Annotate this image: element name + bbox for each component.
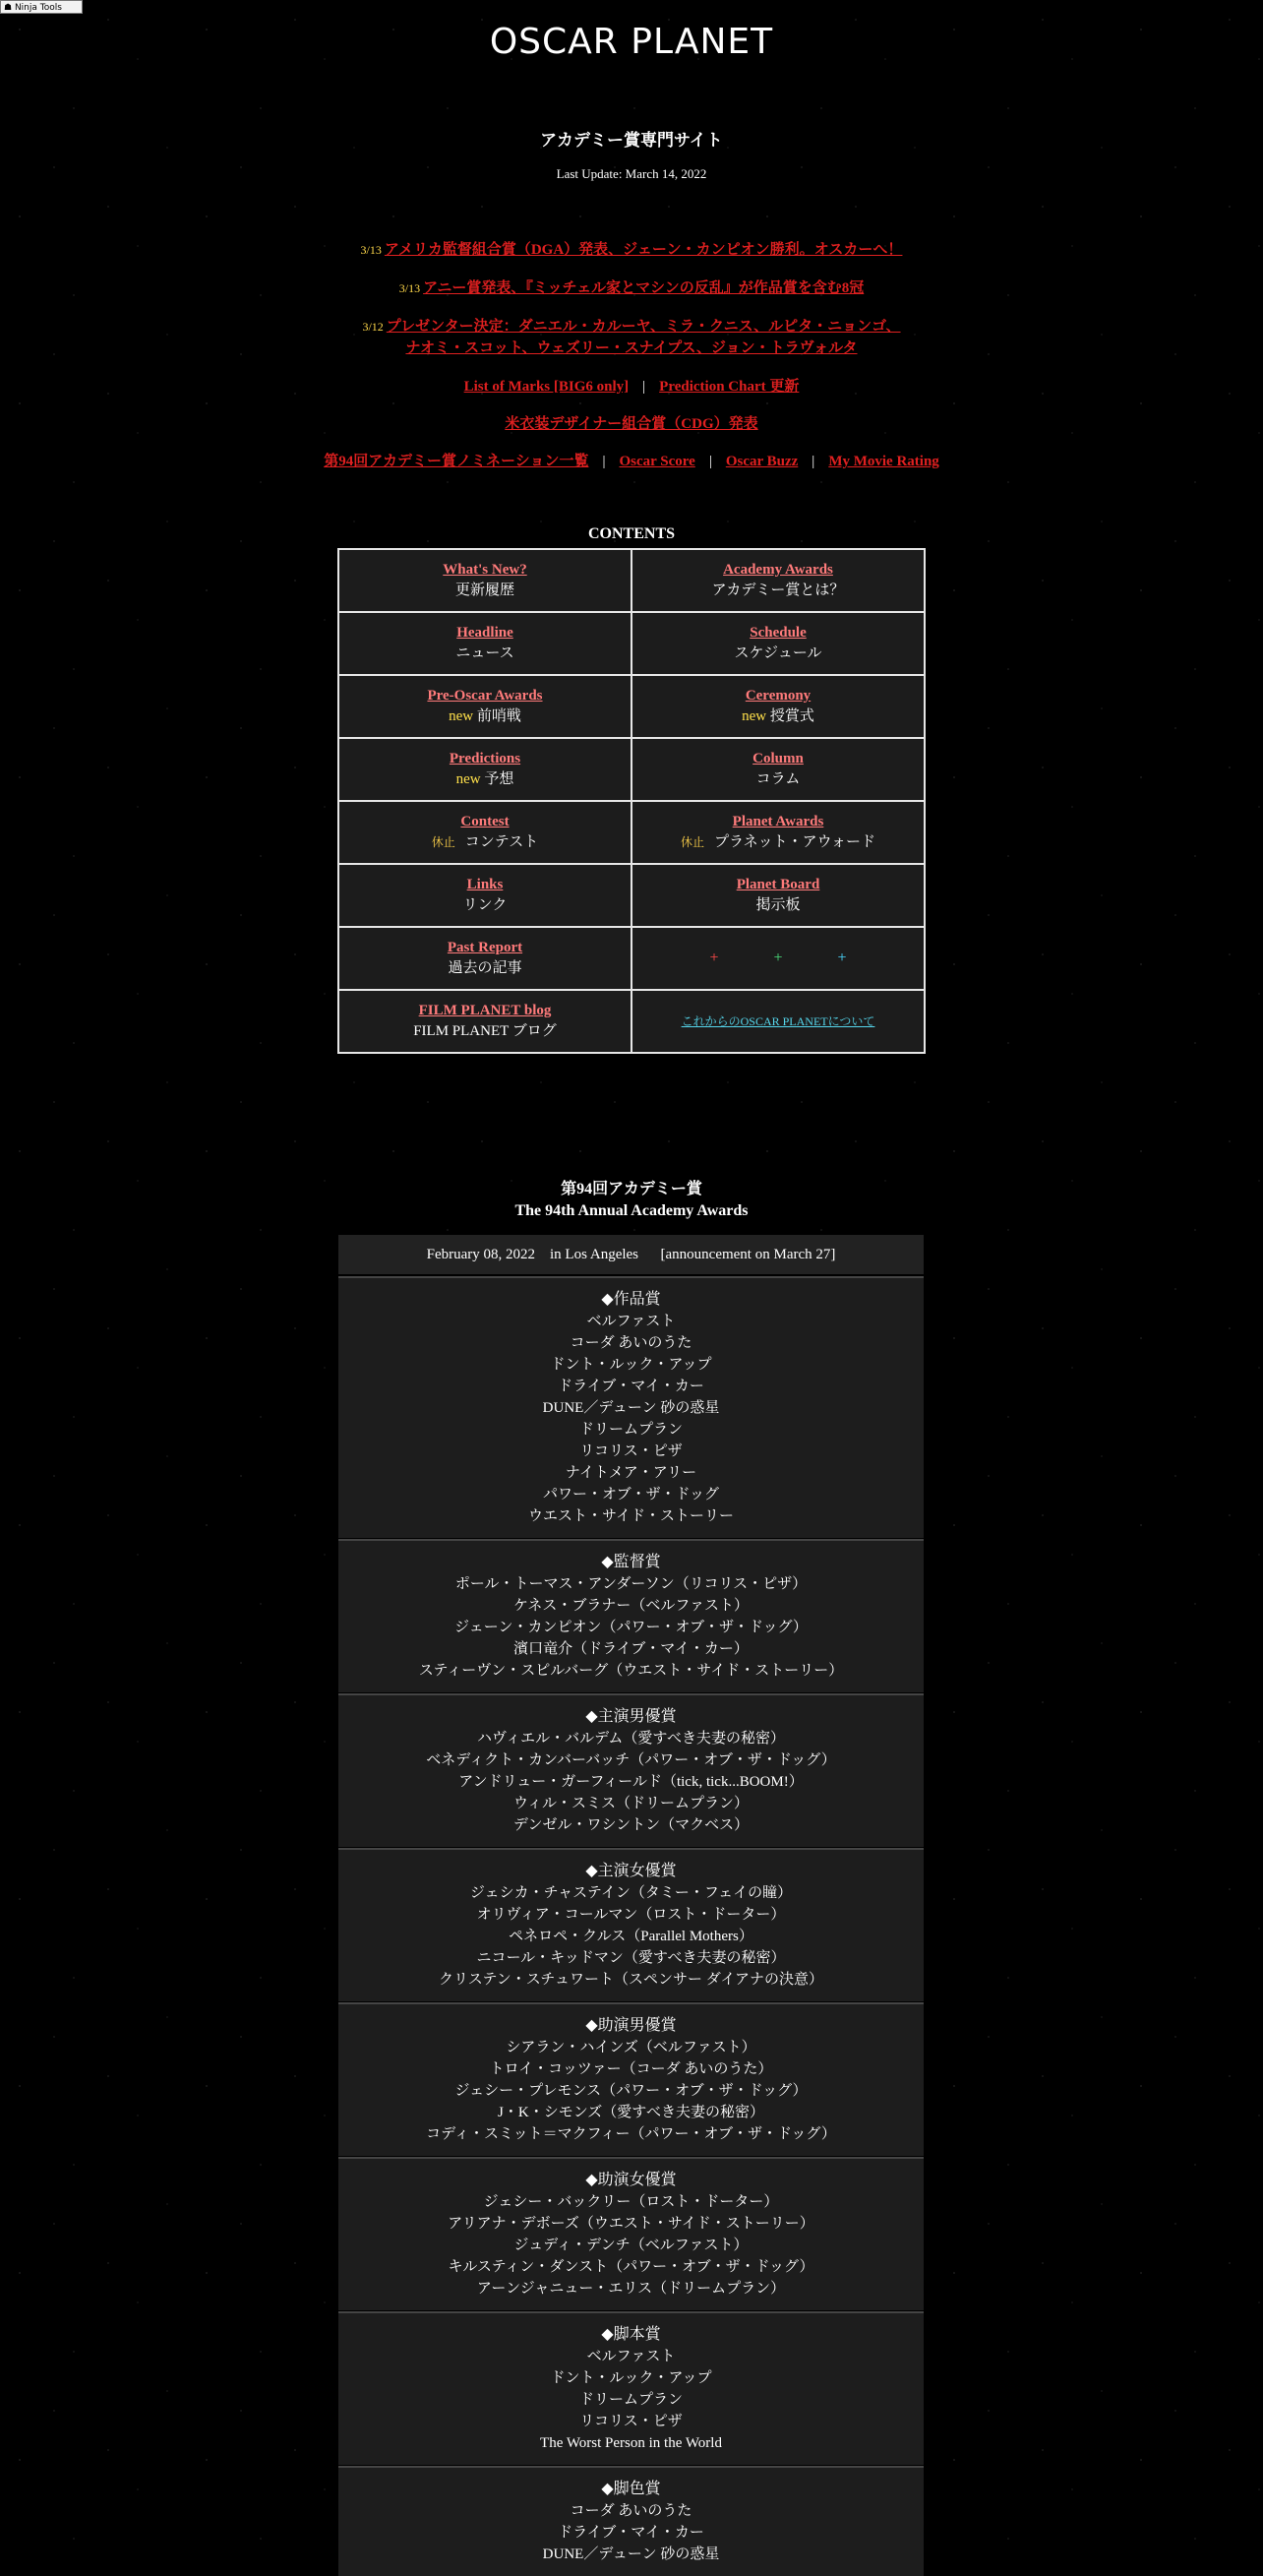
film-planet-link[interactable]: FILM PLANET blog [418,1003,552,1018]
category-block [338,2002,924,2156]
planet-awards-link[interactable]: Planet Awards [732,814,824,829]
contents-cell-planet-board [632,864,925,927]
nominee: ベネディクト・カンバーバッチ（パワー・オブ・ザ・ドッグ） [426,1752,836,1768]
nominee: ウエスト・サイド・ストーリー [528,1508,734,1524]
academy-awards-desc: アカデミー賞とは？ [711,583,845,598]
links-row-1 [0,376,1263,398]
category-block [338,2466,924,2576]
nominee: ドライブ・マイ・カー [558,1379,704,1394]
paused-badge: 休止 [431,835,455,849]
contest-desc: コンテスト [464,834,539,850]
whats-new-desc: 更新履歴 [454,583,514,598]
links-link[interactable]: Links [466,877,504,892]
news-link-continued[interactable]: ナオミ・スコット、ウェズリー・スナイプス、ジョン・トラヴォルタ [405,340,858,356]
contents-cell-pre-oscar [338,675,632,738]
cdg-link[interactable]: 米衣装デザイナー組合賞（CDG）発表 [505,416,758,432]
contest-link[interactable]: Contest [460,814,510,829]
contents-cell-crosses [632,927,925,990]
ninja-icon: ☗ [4,3,15,13]
nominee: ケネス・ブラナー（ベルファスト） [512,1598,750,1614]
category-title: ◆主演女優賞 [585,1863,677,1879]
about-oscar-planet-link[interactable]: これからのOSCAR PLANETについて [681,1013,875,1028]
separator: | [602,454,606,469]
nominee: ナイトメア・アリー [565,1465,697,1481]
column-desc: コラム [755,771,801,787]
contents-cell-headline [338,612,632,675]
news-date: 3/12 [362,320,384,334]
category-title: ◆監督賞 [601,1554,661,1570]
red-cross-icon: + [709,950,719,966]
nominee: ジェシカ・チャステイン（タミー・フェイの瞳） [469,1885,793,1901]
contents-cell-column [632,738,925,801]
nominee: リコリス・ピザ [579,1443,683,1459]
contents-cell-contest [338,801,632,864]
ceremony-desc: 授賞式 [769,708,814,724]
ceremony-link[interactable]: Ceremony [745,688,812,704]
ninja-tools-badge[interactable] [0,0,83,14]
nominee: クリステン・スチュワート（スペンサー ダイアナの決意） [439,1972,823,1988]
new-badge: new [455,771,481,787]
nominee: コディ・スミット＝マクフィー（パワー・オブ・ザ・ドッグ） [426,2126,836,2142]
nominee: ハヴィエル・バルデム（愛すべき夫妻の秘密） [476,1731,786,1747]
oscar-score-link[interactable]: Oscar Score [619,454,695,469]
planet-awards-desc: プラネット・アウォード [714,834,875,850]
contents-heading: CONTENTS [587,525,676,542]
nominee: ドント・ルック・アップ [550,1357,712,1373]
awards-place: in Los Angeles [550,1247,639,1262]
contents-cell-links [338,864,632,927]
nominee: ベルファスト [586,2349,676,2364]
contents-cell-whats-new [338,549,632,612]
planet-board-link[interactable]: Planet Board [736,877,820,892]
contents-table [337,548,926,1054]
category-block [338,2311,924,2465]
nominee: ジェーン・カンピオン（パワー・オブ・ザ・ドッグ） [454,1620,808,1635]
contents-cell-past-report [338,927,632,990]
nominee: ジェシー・プレモンス（パワー・オブ・ザ・ドッグ） [454,2083,808,2099]
nominee: アリアナ・デボーズ（ウエスト・サイド・ストーリー） [448,2216,814,2232]
prediction-chart-link[interactable]: Prediction Chart 更新 [659,379,800,395]
news-date: 3/13 [398,281,421,295]
contents-cell-film-planet [338,990,632,1053]
category-block [338,1693,924,1847]
nominee: パワー・オブ・ザ・ドッグ [543,1487,719,1503]
planet-board-desc: 掲示板 [755,897,801,913]
nominee: The Worst Person in the World [540,2435,722,2451]
nominee: ニコール・キッドマン（愛すべき夫妻の秘密） [476,1950,786,1966]
whats-new-link[interactable]: What's New? [443,562,527,578]
contents-cell-schedule [632,612,925,675]
contents-cell-ceremony [632,675,925,738]
news-item [0,239,1263,261]
news-link[interactable]: プレゼンター決定：ダニエル・カルーヤ、ミラ・クニス、ルピタ・ニョンゴ、 [386,319,901,335]
contents-cell-predictions [338,738,632,801]
contents-cell-planet-awards [632,801,925,864]
news-link[interactable]: アメリカ監督組合賞（DGA）発表、ジェーン・カンピオン勝利。オスカーへ！ [384,242,903,258]
nominee: DUNE／デューン 砂の惑星 [542,2546,720,2562]
contents-cell-about [632,990,925,1053]
news-link[interactable]: アニー賞発表、『ミッチェル家とマシンの反乱』が作品賞を含む8冠 [423,280,865,296]
schedule-link[interactable]: Schedule [750,625,807,641]
category-title: ◆作品賞 [601,1291,661,1308]
ninja-tools-label: Ninja Tools [14,3,62,13]
site-subtitle: アカデミー賞専門サイト [540,131,723,150]
separator: | [642,379,646,395]
category-block [338,1539,924,1692]
nominee: シアラン・ハインズ（ベルファスト） [506,2040,756,2055]
site-title: OSCAR PLANET [489,22,774,62]
predictions-link[interactable]: Predictions [449,751,521,767]
past-report-link[interactable]: Past Report [447,940,523,955]
column-link[interactable]: Column [752,751,804,767]
links-row-3 [0,451,1263,472]
nominee: J・K・シモンズ（愛すべき夫妻の秘密） [498,2105,764,2120]
awards-info-bar [338,1235,924,1274]
oscar-buzz-link[interactable]: Oscar Buzz [725,454,799,469]
nominee: ジュディ・デンチ（ベルファスト） [513,2238,749,2253]
nominee: アンドリュー・ガーフィールド（tick, tick...BOOM!） [458,1774,804,1790]
film-planet-desc: FILM PLANET ブログ [413,1023,557,1039]
nominee: アーンジャニュー・エリス（ドリームプラン） [476,2281,786,2297]
category-title: ◆脚本賞 [601,2326,661,2343]
awards-title-en: The 94th Annual Academy Awards [514,1202,749,1219]
last-update: Last Update: March 14, 2022 [556,166,707,181]
category-block [338,1848,924,2001]
nominee: ドライブ・マイ・カー [558,2525,704,2541]
nominee: ポール・トーマス・アンダーソン（リコリス・ピザ） [454,1576,808,1592]
my-movie-rating-link[interactable]: My Movie Rating [828,454,939,469]
category-title: ◆主演男優賞 [585,1708,677,1725]
nominee: ドリームプラン [578,1422,683,1438]
nominee: デンゼル・ワシントン（マクベス） [512,1817,750,1833]
nominee: DUNE／デューン 砂の惑星 [542,1400,720,1416]
paused-badge: 休止 [681,835,705,849]
nominations-link[interactable]: 第94回アカデミー賞ノミネーション一覧 [324,454,589,469]
news-item [0,277,1263,299]
headline-link[interactable]: Headline [456,625,513,641]
contents-cell-academy-awards [632,549,925,612]
awards-date: February 08, 2022 [426,1247,536,1262]
links-desc: リンク [462,897,508,913]
awards-heading [0,1179,1263,1222]
nominee: コーダ あいのうた [570,2503,692,2519]
awards-title-jp: 第94回アカデミー賞 [561,1181,702,1197]
nominee: ウィル・スミス（ドリームプラン） [512,1796,750,1811]
news-date: 3/13 [360,243,382,257]
category-block [338,2157,924,2310]
nominee: リコリス・ピザ [579,2414,683,2429]
list-of-marks-link[interactable]: List of Marks [BIG6 only] [463,379,630,395]
nominee: ドント・ルック・アップ [550,2370,712,2386]
awards-announcement: [announcement on March 27] [660,1247,836,1262]
nominee: コーダ あいのうた [570,1335,692,1351]
nominee: ドリームプラン [578,2392,683,2408]
category-title: ◆助演女優賞 [585,2172,677,2188]
nominee: キルスティン・ダンスト（パワー・オブ・ザ・ドッグ） [448,2259,814,2275]
new-badge: new [449,708,474,724]
past-report-desc: 過去の記事 [448,960,522,976]
new-badge: new [742,708,767,724]
nominee: ペネロペ・クルス（Parallel Mothers） [509,1929,753,1944]
links-row-2 [0,413,1263,435]
separator: | [812,454,815,469]
nominee: トロイ・コッツァー（コーダ あいのうた） [489,2061,773,2077]
green-cross-icon: + [773,950,783,966]
category-title: ◆助演男優賞 [585,2017,677,2034]
separator: | [708,454,712,469]
news-item [0,316,1263,359]
blue-cross-icon: + [837,950,847,966]
pre-oscar-link[interactable]: Pre-Oscar Awards [427,688,543,704]
headline-desc: ニュース [455,645,514,661]
schedule-desc: スケジュール [734,645,822,661]
nominee: オリヴィア・コールマン（ロスト・ドーター） [476,1907,786,1923]
nominee: 濱口竜介（ドライブ・マイ・カー） [513,1641,749,1657]
nominee: ジェシー・バックリー（ロスト・ドーター） [483,2194,779,2210]
academy-awards-link[interactable]: Academy Awards [723,562,833,578]
nominee: ベルファスト [586,1314,676,1329]
category-title: ◆脚色賞 [601,2481,661,2497]
pre-oscar-desc: 前哨戦 [476,708,521,724]
category-block [338,1276,924,1538]
nominee: スティーヴン・スピルバーグ（ウエスト・サイド・ストーリー） [418,1663,844,1679]
predictions-desc: 予想 [484,771,514,787]
